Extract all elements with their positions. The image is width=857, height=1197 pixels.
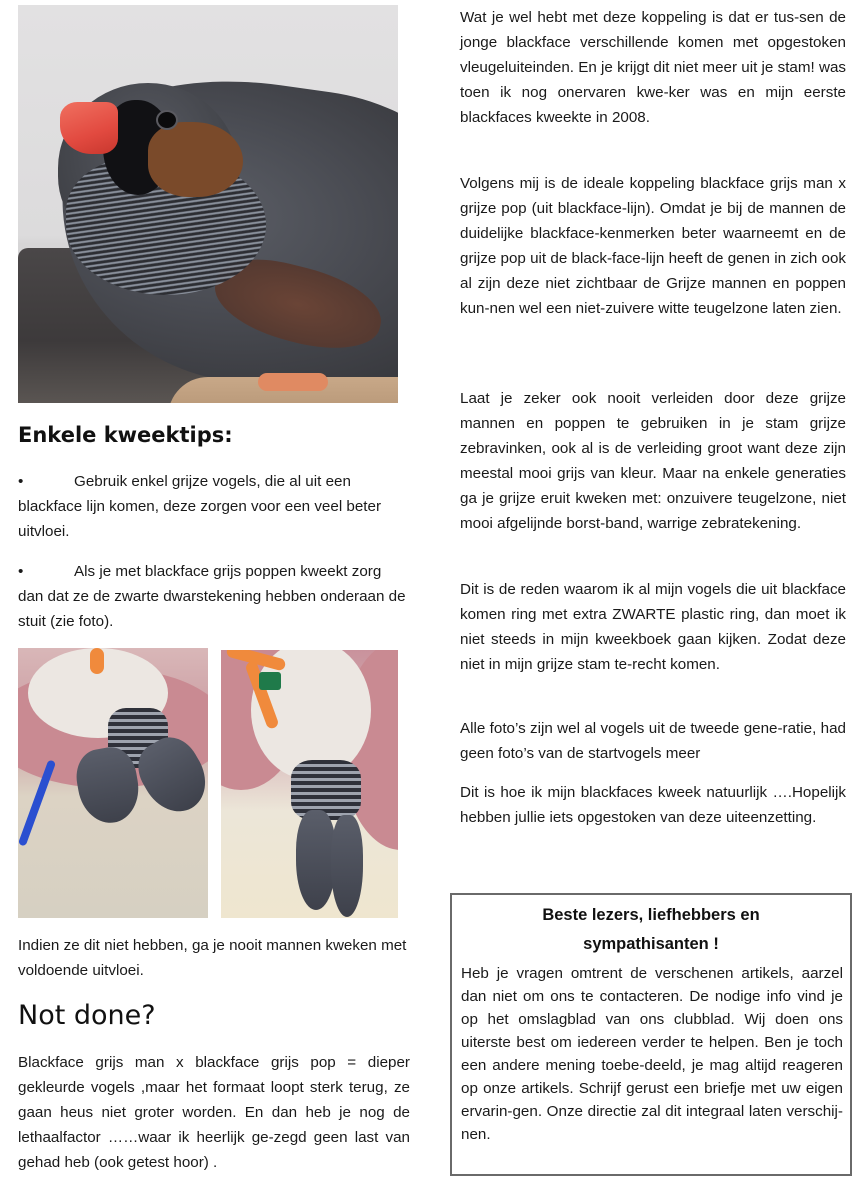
photo-blackface-zebra-finch [18,5,398,403]
photo-rump-barring-right [221,650,398,918]
notice-box-readers [450,893,852,1176]
heading-kweektips: Enkele kweektips: [18,423,233,447]
bird-leg [90,648,104,674]
paragraph-right-4: Dit is de reden waarom ik al mijn vogels die uit blackface komen ring met extra ZWARTE plastic ring, dan moet ik niet steeds in mijn kweekboek gaan kijken. Zodat deze niet in mijn grijze stam te-recht komen. [460,581,846,673]
notice-body: Heb je vragen omtrent de verschenen artikels, aarzel dan niet om ons te contacteren. De nodige info vind je op het omslagblad van ons clubblad. Wij doen ons uiterste best om iedereen verder te helpen. Ben je toch een andere mening toebe-deeld, je mag altijd reageren op onze artikels. Schrijf gerust een briefje met uw eigen ervarin-gen. Onze directie zal dit integraal laten verschij-nen. [461,965,843,1143]
paragraph-right-6: Dit is hoe ik mijn blackfaces kweek natuurlijk ….Hopelijk hebben jullie iets opgestoken van deze uiteenzetting. [460,784,846,826]
rump-barring [291,760,361,820]
paragraph-right-2: Volgens mij is de ideale koppeling blackface grijs man x grijze pop (uit blackface-lijn). Omdat je bij de mannen de duidelijke blackface-kenmerken beter waarneemt en de grijze pop uit de black-face-lijn heeft de genen in zich ook al zijn deze niet zichtbaar de Grijze mannen en poppen kun-nen wel een niet-zuivere witte teugelzone laten zien. [460,175,846,317]
paragraph-not-done: Blackface grijs man x blackface grijs pop = dieper gekleurde vogels ,maar het formaat loopt sterk terug, ze gaan heus niet groter worden. En dan heb je nog de lethaalfactor ……waar ik heerlijk ge-zegd geen last van gehad heb (ook getest hoor) . [18,1054,410,1171]
bullet-marker: • [18,563,24,580]
tail-feather [331,815,363,917]
green-leg-ring [259,672,281,690]
bullet-marker: • [18,473,24,490]
paragraph-indien: Indien ze dit niet hebben, ga je nooit mannen kweken met voldoende uitvloei. [18,937,407,979]
bird-foot [258,373,328,391]
photo-rump-barring-left [18,648,208,918]
paragraph-right-1: Wat je wel hebt met deze koppeling is dat er tus-sen de jonge blackface verschillende komen met opgestoken vleugeluiteinden. En je krijgt dit niet meer uit je stam! was toen ik nog onervaren kwe-ker was en mijn eerste blackfaces kweekte in 2008. [460,9,846,126]
paragraph-right-3: Laat je zeker ook nooit verleiden door deze grijze mannen en poppen te gebruiken in je stam grijze zebravinken, ook al is de verleiding groot want deze zijn meestal mooi grijs van kleur. Maar na enkele generaties ga je grijze eruit kweken met: onzuivere teugelzone, niet mooi afgelijnde borst-band, warrige zebratekening. [460,390,846,532]
tip-text: Gebruik enkel grijze vogels, die al uit een blackface lijn komen, deze zorgen voor een veel beter uitvloei. [18,473,382,540]
bird-cheek-patch [148,122,243,197]
tip-text: Als je met blackface grijs poppen kweekt zorg dan dat ze de zwarte dwarstekening hebben onderaan de stuit (zie foto). [18,563,406,630]
tail-feather [296,810,336,910]
tip-bullet-1 [18,469,410,544]
notice-title-line-1: Beste lezers, liefhebbers en [542,906,760,924]
bird-eye [156,110,178,130]
heading-not-done: Not done? [18,1000,156,1031]
notice-title [452,901,850,959]
notice-title-line-2: sympathisanten ! [583,935,719,953]
tip-bullet-2 [18,559,410,634]
paragraph-right-5: Alle foto’s zijn wel al vogels uit de tweede gene-ratie, had geen foto’s van de startvogels meer [460,720,846,762]
